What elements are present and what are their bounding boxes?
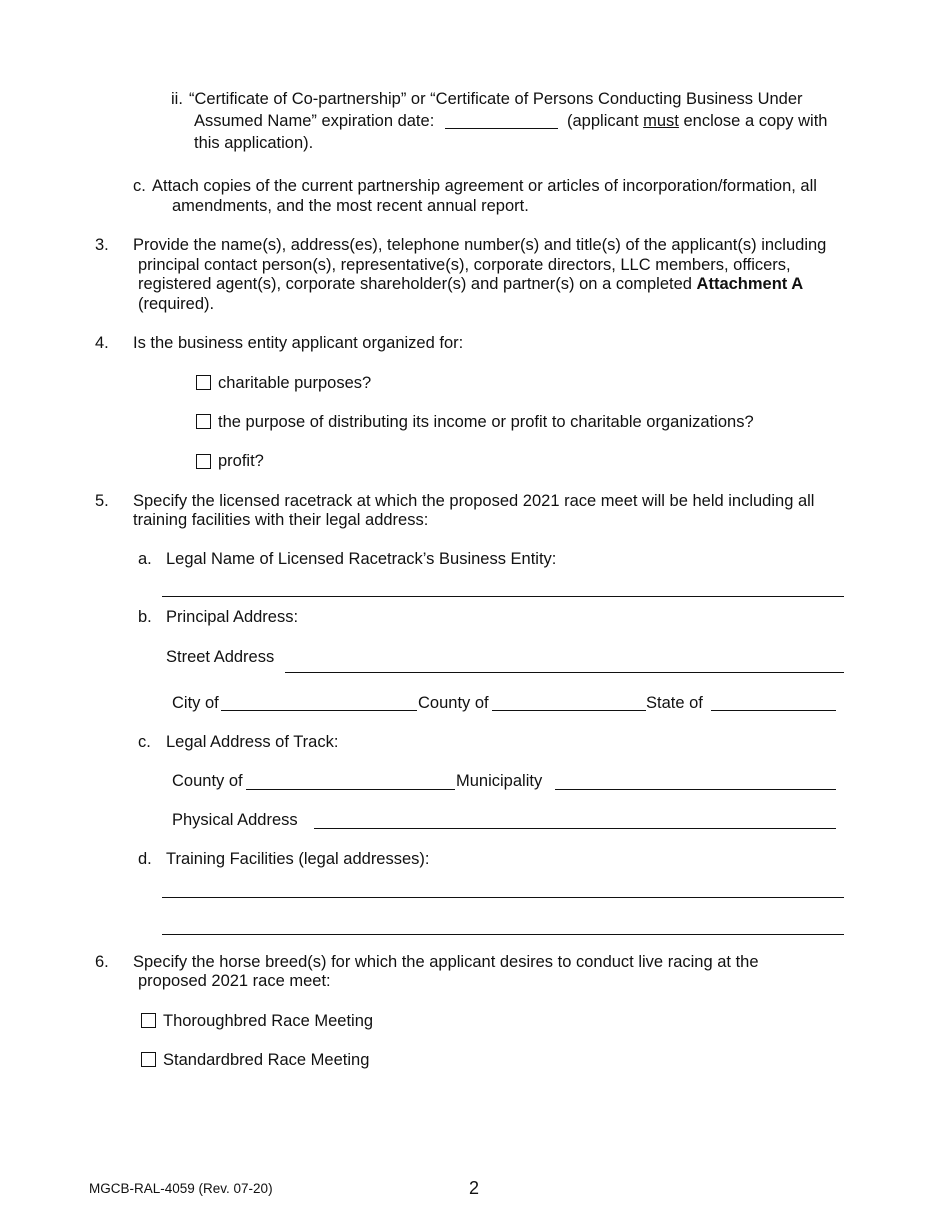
item5-line2: training facilities with their legal address: (133, 511, 429, 529)
county-field[interactable] (492, 710, 646, 711)
distribute-to-charities-label: the purpose of distributing its income or profit to charitable organizations? (218, 413, 754, 431)
standardbred-checkbox[interactable] (141, 1052, 156, 1067)
item5d-marker: d. (138, 850, 152, 868)
municipality-field[interactable] (555, 789, 836, 790)
county-label: County of (418, 694, 489, 712)
item3-line3: registered agent(s), corporate shareholder(s) and partner(s) on a completed Attachment A (138, 275, 804, 293)
training-facilities-field-2[interactable] (162, 934, 844, 935)
expiration-date-field[interactable] (445, 128, 558, 129)
charitable-purposes-label: charitable purposes? (218, 374, 372, 392)
item6-line2: proposed 2021 race meet: (138, 972, 331, 990)
item6-line1: Specify the horse breed(s) for which the applicant desires to conduct live racing at the (133, 953, 759, 971)
item2c-line2: amendments, and the most recent annual report. (172, 197, 529, 215)
profit-label: profit? (218, 452, 264, 470)
item5b-marker: b. (138, 608, 152, 626)
item5c-marker: c. (138, 733, 151, 751)
street-address-label: Street Address (166, 648, 275, 666)
page-number: 2 (469, 1178, 480, 1198)
item2c-marker: c. (133, 177, 146, 195)
item2b-ii-line1: “Certificate of Co-partnership” or “Certificate of Persons Conducting Business Under (189, 90, 803, 108)
city-label: City of (172, 694, 219, 712)
training-facilities-field-1[interactable] (162, 897, 844, 898)
thoroughbred-label: Thoroughbred Race Meeting (163, 1012, 374, 1030)
track-county-field[interactable] (246, 789, 455, 790)
item2b-ii-marker: ii. (171, 90, 183, 108)
physical-address-label: Physical Address (172, 811, 298, 829)
track-county-label: County of (172, 772, 243, 790)
thoroughbred-checkbox[interactable] (141, 1013, 156, 1028)
standardbred-label: Standardbred Race Meeting (163, 1051, 370, 1069)
item3-line4: (required). (138, 295, 215, 313)
state-label: State of (646, 694, 703, 712)
racetrack-legal-name-field[interactable] (162, 596, 844, 597)
item5c-label: Legal Address of Track: (166, 733, 339, 751)
profit-checkbox[interactable] (196, 454, 211, 469)
attachment-a-label: Attachment A (696, 275, 804, 293)
municipality-label: Municipality (456, 772, 543, 790)
item5a-marker: a. (138, 550, 152, 568)
street-address-field[interactable] (285, 672, 844, 673)
item5-number: 5. (95, 492, 109, 510)
item5d-label: Training Facilities (legal addresses): (166, 850, 430, 868)
must-emphasis: must (643, 112, 679, 130)
city-field[interactable] (221, 710, 417, 711)
item4-number: 4. (95, 334, 109, 352)
item2b-ii-line2a: Assumed Name” expiration date: (194, 112, 435, 130)
state-field[interactable] (711, 710, 836, 711)
item5a-label: Legal Name of Licensed Racetrack’s Business Entity: (166, 550, 557, 568)
item2b-ii-line3: this application). (194, 134, 314, 152)
charitable-purposes-checkbox[interactable] (196, 375, 211, 390)
item2c-line1: Attach copies of the current partnership agreement or articles of incorporation/formation, all (152, 177, 817, 195)
item6-number: 6. (95, 953, 109, 971)
item4-question: Is the business entity applicant organized for: (133, 334, 464, 352)
distribute-to-charities-checkbox[interactable] (196, 414, 211, 429)
form-id: MGCB-RAL-4059 (Rev. 07-20) (89, 1181, 273, 1196)
item3-number: 3. (95, 236, 109, 254)
item5-line1: Specify the licensed racetrack at which the proposed 2021 race meet will be held including all (133, 492, 815, 510)
item2b-ii-line2b: (applicant must enclose a copy with (567, 112, 828, 130)
item5b-label: Principal Address: (166, 608, 299, 626)
item3-line2: principal contact person(s), representative(s), corporate directors, LLC members, officers, (138, 256, 791, 274)
item3-line1: Provide the name(s), address(es), telephone number(s) and title(s) of the applicant(s) including (133, 236, 827, 254)
physical-address-field[interactable] (314, 828, 836, 829)
